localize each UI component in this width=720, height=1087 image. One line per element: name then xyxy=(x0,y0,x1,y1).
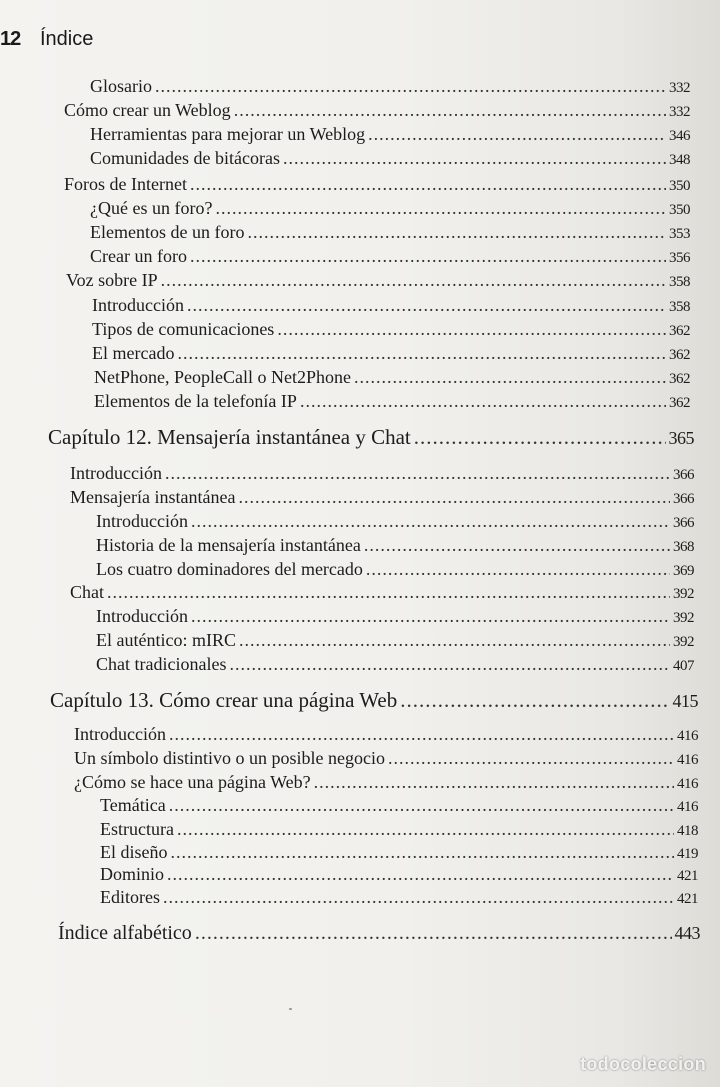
toc-entry-label: Historia de la mensajería instantánea xyxy=(96,535,361,555)
dot-leader xyxy=(107,582,670,603)
toc-entry-page: 416 xyxy=(677,799,698,815)
toc-entry xyxy=(74,772,698,793)
toc-entry-label: Herramientas para mejorar un Weblog xyxy=(90,124,366,144)
toc-entry xyxy=(90,124,690,145)
dot-leader xyxy=(300,391,666,412)
toc-entry xyxy=(92,295,690,316)
dot-leader xyxy=(165,463,670,484)
toc-entry xyxy=(100,795,698,816)
toc-entry-label: Editores xyxy=(100,887,160,907)
dot-leader xyxy=(368,124,666,145)
toc-entry xyxy=(70,487,694,508)
dot-leader xyxy=(155,76,666,97)
toc-entry-page: 346 xyxy=(669,128,690,144)
toc-entry-label: ¿Cómo se hace una página Web? xyxy=(74,772,311,792)
dot-leader xyxy=(187,295,666,316)
toc-entry-label: Estructura xyxy=(100,819,174,839)
toc-entry xyxy=(90,246,690,267)
toc-entry-page: 392 xyxy=(673,634,694,650)
toc-entry-label: Tipos de comunicaciones xyxy=(92,319,275,339)
toc-entry-label: El diseño xyxy=(100,842,168,862)
toc-entry-page: 332 xyxy=(669,104,690,120)
toc-entry-page: 416 xyxy=(677,728,698,744)
chapter-page: 365 xyxy=(668,428,694,448)
dot-leader xyxy=(177,819,674,840)
toc-entry-label: ¿Qué es un foro? xyxy=(90,198,213,218)
dot-leader xyxy=(239,630,670,651)
toc-entry-page: 392 xyxy=(673,610,694,626)
toc-entry xyxy=(96,511,694,532)
toc-entry-page: 366 xyxy=(673,467,694,483)
dot-leader xyxy=(277,319,666,340)
chapter-heading xyxy=(50,688,698,713)
toc-entry-label: Introducción xyxy=(96,606,188,626)
dot-leader xyxy=(283,148,666,169)
dot-leader xyxy=(190,246,666,267)
dot-leader xyxy=(247,222,666,243)
toc-entry-label: Glosario xyxy=(90,76,152,96)
toc-entry xyxy=(92,319,690,340)
toc-entry xyxy=(64,100,690,121)
toc-entry xyxy=(100,842,698,863)
toc-entry-page: 366 xyxy=(673,491,694,507)
toc-entry xyxy=(74,748,698,769)
toc-entry-label: Introducción xyxy=(96,511,188,531)
toc-entry-label: NetPhone, PeopleCall o Net2Phone xyxy=(94,367,351,387)
toc-entry xyxy=(90,148,690,169)
dot-leader xyxy=(161,270,666,291)
toc-entry xyxy=(90,198,690,219)
dot-leader xyxy=(191,511,670,532)
running-title: Índice xyxy=(40,27,94,50)
toc-entry-label: Introducción xyxy=(70,463,162,483)
toc-entry-page: 350 xyxy=(669,178,690,194)
toc-entry-label: Los cuatro dominadores del mercado xyxy=(96,559,363,579)
toc-entry-page: 392 xyxy=(673,586,694,602)
page-number: 12 xyxy=(0,27,21,50)
dot-leader xyxy=(388,748,674,769)
toc-entry-page: 362 xyxy=(669,347,690,363)
toc-entry xyxy=(96,630,694,651)
dot-leader xyxy=(400,688,669,713)
dot-leader xyxy=(238,487,670,508)
dot-leader xyxy=(414,425,666,450)
toc-entry-label: Introducción xyxy=(92,295,184,315)
index-heading xyxy=(58,922,700,945)
toc-entry-page: 416 xyxy=(677,776,698,792)
toc-entry-page: 353 xyxy=(669,226,690,242)
toc-entry-label: El mercado xyxy=(92,343,175,363)
toc-entry xyxy=(96,606,694,627)
index-page: 443 xyxy=(674,923,700,943)
dot-leader xyxy=(364,535,670,556)
running-header xyxy=(0,24,93,54)
dot-leader xyxy=(190,174,666,195)
toc-entry xyxy=(70,463,694,484)
toc-entry-label: Elementos de la telefonía IP xyxy=(94,391,297,411)
dot-leader xyxy=(354,367,666,388)
toc-entry-page: 366 xyxy=(673,515,694,531)
toc-entry xyxy=(96,654,694,675)
dot-leader xyxy=(229,654,670,675)
toc-entry xyxy=(74,724,698,745)
toc-entry-label: Comunidades de bitácoras xyxy=(90,148,280,168)
toc-entry-label: Dominio xyxy=(100,864,165,884)
chapter-title: Capítulo 12. Mensajería instantánea y Chat xyxy=(48,425,411,449)
toc-entry-page: 407 xyxy=(673,658,694,674)
chapter-page: 415 xyxy=(672,691,698,711)
toc-entry xyxy=(64,174,690,195)
toc-entry xyxy=(92,343,690,364)
dot-leader xyxy=(191,606,670,627)
toc-entry-label: Un símbolo distintivo o un posible negocio xyxy=(74,748,385,768)
dot-leader xyxy=(215,198,666,219)
toc-entry xyxy=(94,391,690,412)
toc-entry-page: 362 xyxy=(669,395,690,411)
dot-leader xyxy=(167,864,674,885)
toc-entry xyxy=(100,819,698,840)
toc-entry-label: Introducción xyxy=(74,724,166,744)
dot-leader xyxy=(169,795,674,816)
toc-entry-page: 368 xyxy=(673,539,694,555)
chapter-heading xyxy=(48,425,694,450)
dot-leader xyxy=(169,724,674,745)
toc-entry xyxy=(96,535,694,556)
toc-entry-label: Cómo crear un Weblog xyxy=(64,100,231,120)
dot-leader xyxy=(195,922,672,945)
toc-entry-page: 362 xyxy=(669,323,690,339)
toc-entry-label: Crear un foro xyxy=(90,246,187,266)
chapter-title: Capítulo 13. Cómo crear una página Web xyxy=(50,688,398,712)
toc-entry-page: 419 xyxy=(677,846,698,862)
toc-entry-label: Chat tradicionales xyxy=(96,654,227,674)
dot-leader xyxy=(314,772,674,793)
toc-entry-page: 358 xyxy=(669,274,690,290)
toc-entry-page: 348 xyxy=(669,152,690,168)
toc-entry xyxy=(100,864,698,885)
toc-entry-label: Chat xyxy=(70,582,104,602)
toc-entry-page: 356 xyxy=(669,250,690,266)
dot-leader xyxy=(163,887,674,908)
toc-entry-label: Temática xyxy=(100,795,166,815)
paper-speck xyxy=(289,1008,292,1010)
toc-entry-page: 369 xyxy=(673,563,694,579)
toc-entry xyxy=(90,222,690,243)
toc-entry-page: 421 xyxy=(677,891,698,907)
watermark-text: todocoleccion xyxy=(580,1054,706,1074)
toc-entry xyxy=(94,367,690,388)
toc-entry xyxy=(96,559,694,580)
toc-entry-label: Foros de Internet xyxy=(64,174,187,194)
toc-entry-page: 421 xyxy=(677,868,698,884)
toc-entry-page: 416 xyxy=(677,752,698,768)
dot-leader xyxy=(177,343,666,364)
toc-entry-page: 362 xyxy=(669,371,690,387)
toc-entry-page: 358 xyxy=(669,299,690,315)
toc-entry-label: Voz sobre IP xyxy=(66,270,158,290)
dot-leader xyxy=(366,559,670,580)
toc-entry-page: 332 xyxy=(669,80,690,96)
toc-entry xyxy=(70,582,694,603)
index-title: Índice alfabético xyxy=(58,922,192,944)
toc-entry-page: 418 xyxy=(677,823,698,839)
toc-entry-page: 350 xyxy=(669,202,690,218)
toc-entry-label: Mensajería instantánea xyxy=(70,487,236,507)
toc-entry xyxy=(90,76,690,97)
toc-entry-label: El auténtico: mIRC xyxy=(96,630,236,650)
toc-entry xyxy=(66,270,690,291)
toc-entry xyxy=(100,887,698,908)
dot-leader xyxy=(234,100,666,121)
toc-entry-label: Elementos de un foro xyxy=(90,222,245,242)
dot-leader xyxy=(171,842,675,863)
